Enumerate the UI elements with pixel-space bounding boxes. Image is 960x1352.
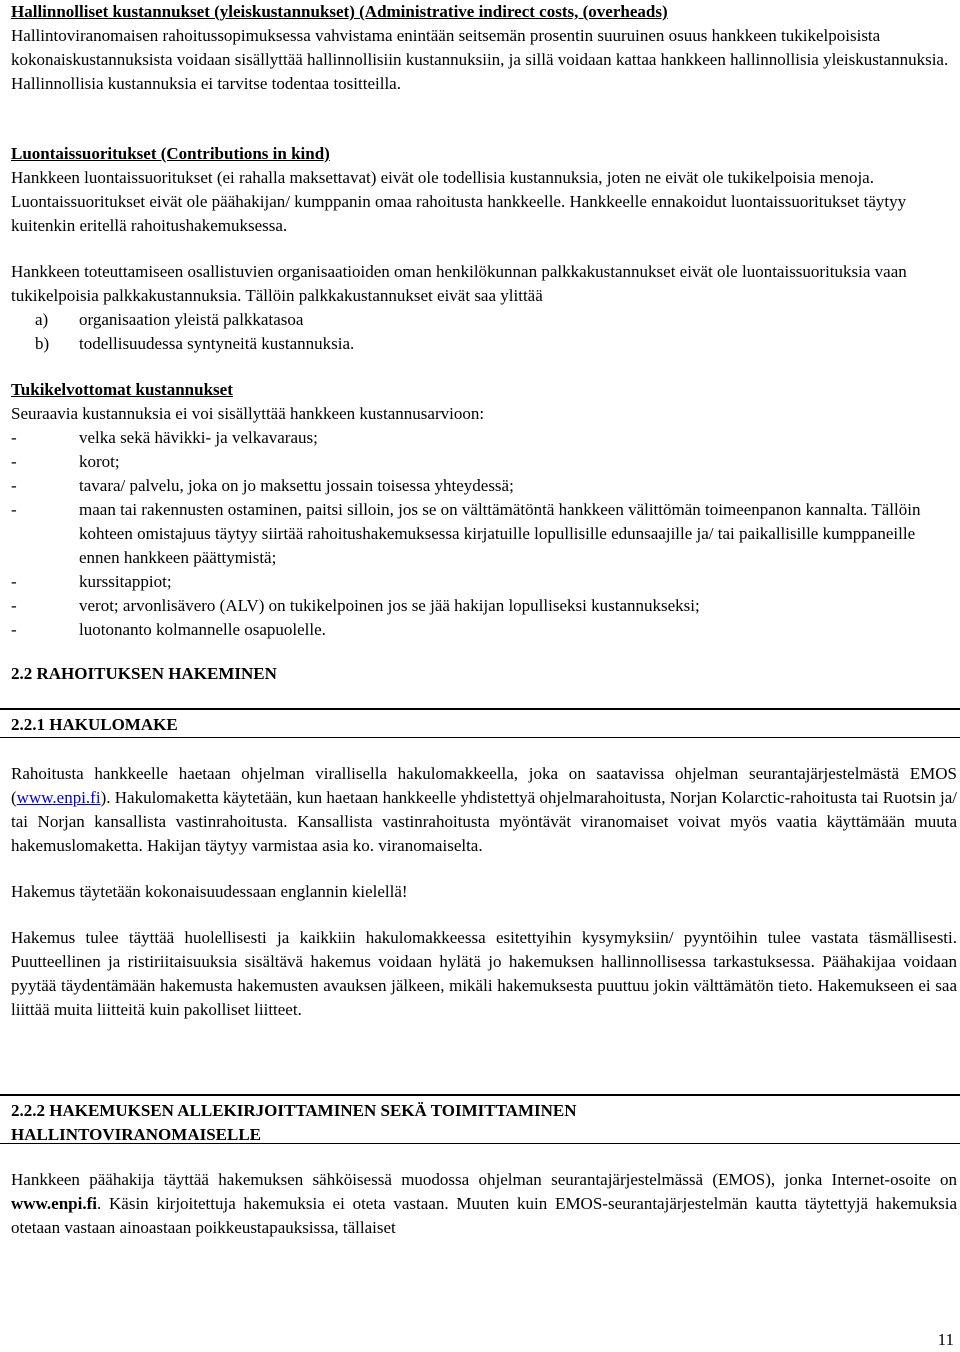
heading-2-2-1: 2.2.1 HAKULOMAKE — [11, 715, 178, 734]
list-marker: - — [11, 620, 17, 639]
heading-ineligible-costs: Tukikelvottomat kustannukset — [11, 380, 233, 399]
heading-2-2-2-box — [0, 1094, 960, 1144]
paragraph-contributions-in-kind: Hankkeen luontaissuoritukset (ei rahalla maksettavat) eivät ole todellisia kustannuksia, joten ne eivät ole tukikelpoisia menoja. Luontaissuoritukset eivät ole päähakijan/ kumppanin omaa rahoitusta hankkeelle. Hankkeelle ennakoidut luontaissuoritukset täytyy kuitenkin eritellä rahoitushakemuksessa. — [11, 168, 907, 235]
paragraph-staff-costs: Hankkeen toteuttamiseen osallistuvien organisaatioiden oman henkilökunnan palkkakustannukset eivät ole luontaissuorituksia vaan tukikelpoisia palkkakustannuksia. Tällöin palkkakustannukset eivät saa ylittää — [11, 262, 907, 305]
list-item — [11, 570, 957, 594]
list-salary-limits — [11, 308, 957, 356]
paragraph-careful-completion: Hakemus tulee täyttää huolellisesti ja kaikkiin hakulomakkeessa esitettyihin kysymyksiin/ pyyntöihin tulee vastata täsmällisesti. Puutteellinen ja ristiriitaisuuksia sisältävä hakemus voidaan hylätä jo hakemuksen hallinnollisessa tarkastuksessa. Päähakijaa voidaan pyytää täydentämään hakemusta hakemusten avauksen jälkeen, mikäli hakemuksesta puuttuu jokin välttämätön tieto. Hakemukseen ei saa liittää muita liitteitä kuin pakolliset liitteet. — [11, 928, 957, 1019]
list-item — [11, 308, 957, 332]
list-item-text: luotonanto kolmannelle osapuolelle. — [79, 620, 326, 639]
text-segment: ). Hakulomaketta käytetään, kun haetaan hankkeelle yhdistettyä ohjelmarahoitusta, Norjan Kolarctic-rahoitusta tai Ruotsin ja/ tai Norjan kansallista vastinrahoitusta. Kansallista vastinrahoitusta myöntävät viranomaiset voivat myös vaatia käyttämään muuta hakemuslomaketta. Hakijan täytyy varmistaa asia ko. viranomaiselta. — [11, 788, 957, 855]
list-item-text: korot; — [79, 452, 120, 471]
heading-2-2: 2.2 RAHOITUKSEN HAKEMINEN — [11, 664, 277, 683]
paragraph-english-language: Hakemus täytetään kokonaisuudessaan englannin kielellä! — [11, 882, 408, 901]
list-item — [11, 426, 957, 450]
list-item-text: verot; arvonlisävero (ALV) on tukikelpoinen jos se jää hakijan lopulliseksi kustannukseksi; — [79, 596, 700, 615]
list-marker: - — [11, 596, 17, 615]
paragraph-application-form — [11, 762, 957, 858]
list-item — [11, 498, 957, 570]
list-marker: a) — [35, 310, 49, 329]
section-ineligible-costs — [11, 378, 957, 642]
list-item-text: todellisuudessa syntyneitä kustannuksia. — [79, 334, 355, 353]
paragraph-administrative-costs: Hallintoviranomaisen rahoitussopimuksessa vahvistama enintään seitsemän prosentin suuruinen osuus hankkeen tukikelpoisista kokonaiskustannuksista voidaan sisällyttää hallinnollisiin kustannuksiin, ja sillä voidaan kattaa hankkeen hallinnollisia yleiskustannuksia. Hallinnollisia kustannuksia ei tarvitse todentaa tositteilla. — [11, 26, 949, 93]
text-segment: Hankkeen päähakija täyttää hakemuksen sähköisessä muodossa ohjelman seurantajärjestelmässä (EMOS), jonka Internet-osoite on — [11, 1170, 957, 1189]
list-item-text: organisaation yleistä palkkatasoa — [79, 310, 304, 329]
list-marker: b) — [35, 334, 50, 353]
list-marker: - — [11, 428, 17, 447]
section-contributions-in-kind — [11, 142, 957, 356]
url-enpi-bold: www.enpi.fi — [11, 1194, 97, 1213]
list-item — [11, 474, 957, 498]
list-marker: - — [11, 500, 17, 519]
list-item — [11, 450, 957, 474]
section-administrative-costs — [11, 0, 957, 96]
list-item-text: kurssitappiot; — [79, 572, 172, 591]
link-enpi[interactable]: www.enpi.fi — [16, 788, 101, 807]
list-item-text: tavara/ palvelu, joka on jo maksettu jossain toisessa yhteydessä; — [79, 476, 514, 495]
page-number: 11 — [937, 1330, 954, 1349]
heading-administrative-costs: Hallinnolliset kustannukset (yleiskustannukset) (Administrative indirect costs, (overheads) — [11, 2, 668, 21]
section-signing-submission — [11, 1168, 957, 1240]
list-item — [11, 594, 957, 618]
list-item-text: velka sekä hävikki- ja velkavaraus; — [79, 428, 318, 447]
list-marker: - — [11, 572, 17, 591]
paragraph-ineligible-intro: Seuraavia kustannuksia ei voi sisällyttää hankkeen kustannusarvioon: — [11, 404, 485, 423]
paragraph-signing-submission — [11, 1168, 957, 1240]
heading-2-2-2-line1: 2.2.2 HAKEMUKSEN ALLEKIRJOITTAMINEN SEKÄ TOIMITTAMINEN — [11, 1101, 577, 1120]
text-segment: Rahoitusta hankkeelle haetaan ohjelman virallisella hakulomakkeella, joka on saatavissa ohjelman seurantajärjestelmästä EMOS ( — [11, 764, 957, 807]
heading-contributions-in-kind: Luontaissuoritukset (Contributions in kind) — [11, 144, 330, 163]
list-item-text: maan tai rakennusten ostaminen, paitsi silloin, jos se on välttämätöntä hankkeen välittömän toimeenpanon kannalta. Tällöin kohteen omistajuus täytyy siirtää rahoitushakemuksessa kirjatuille lopullisille edunsaajille ja/ tai paikallisille kumppaneille ennen hankkeen päättymistä; — [79, 500, 921, 567]
heading-2-2-1-box — [0, 708, 960, 738]
list-item — [11, 332, 957, 356]
section-application-form — [11, 762, 957, 1022]
list-item — [11, 618, 957, 642]
text-segment: . Käsin kirjoitettuja hakemuksia ei oteta vastaan. Muuten kuin EMOS-seurantajärjestelmän kautta täytettyjä hakemuksia otetaan vastaan ainoastaan poikkeustapauksissa, tällaiset — [11, 1194, 957, 1237]
list-marker: - — [11, 452, 17, 471]
list-ineligible-costs — [11, 426, 957, 642]
heading-2-2-2-line2: HALLINTOVIRANOMAISELLE — [11, 1125, 262, 1144]
list-marker: - — [11, 476, 17, 495]
